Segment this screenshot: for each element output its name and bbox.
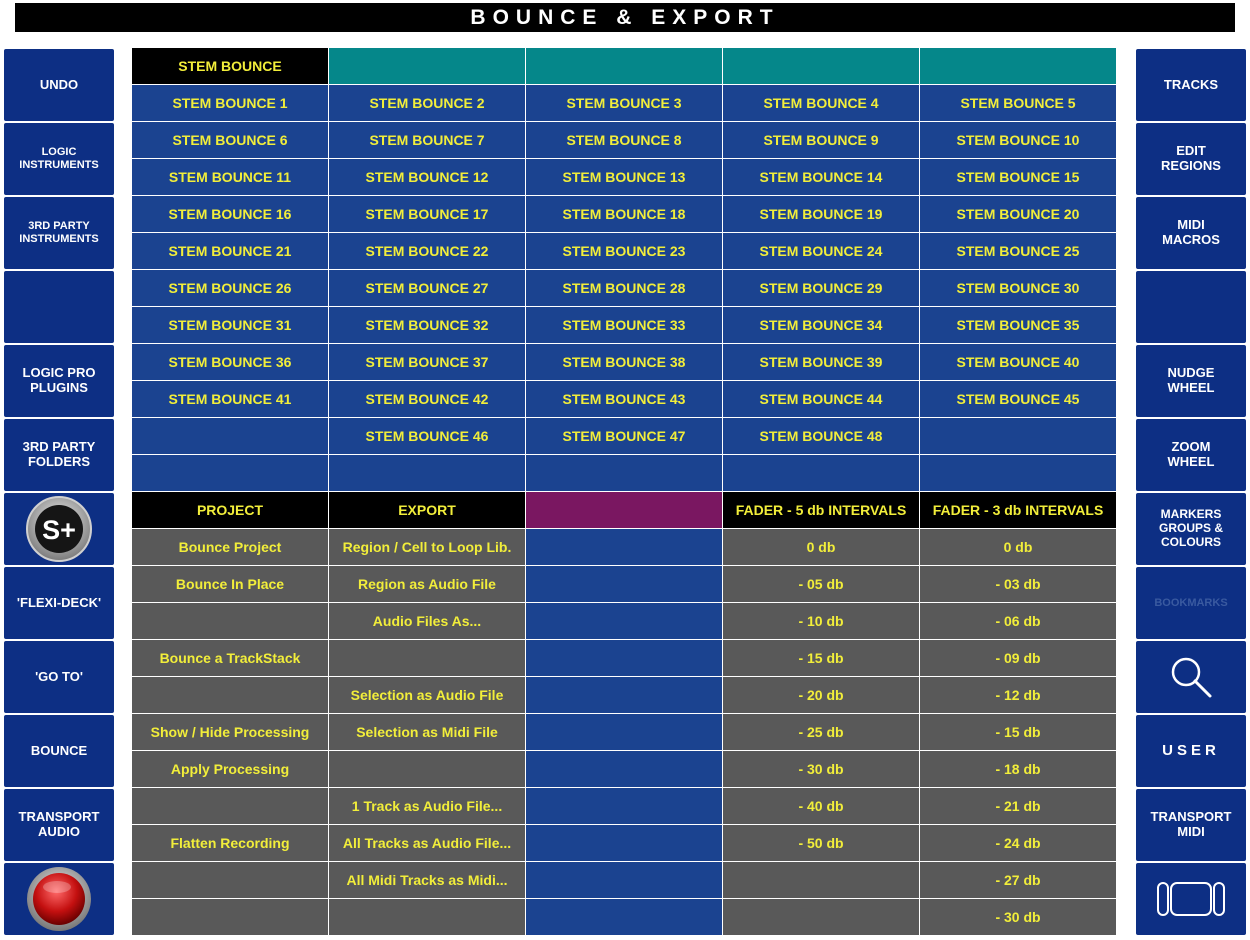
stem-bounce-37-button[interactable]: STEM BOUNCE 37 bbox=[329, 344, 525, 380]
stem-bounce-48-button[interactable]: STEM BOUNCE 48 bbox=[723, 418, 919, 454]
stem-bounce-16-button[interactable]: STEM BOUNCE 16 bbox=[132, 196, 328, 232]
header-spacer bbox=[329, 48, 525, 84]
stem-bounce-25-button[interactable]: STEM BOUNCE 25 bbox=[920, 233, 1116, 269]
empty-cell bbox=[526, 640, 722, 676]
button-label: UNDO bbox=[39, 76, 79, 92]
empty-cell bbox=[920, 418, 1116, 454]
button-label: 'GO TO' bbox=[35, 668, 83, 684]
button-label: BOUNCE bbox=[30, 742, 88, 758]
stem-bounce-14-button[interactable]: STEM BOUNCE 14 bbox=[723, 159, 919, 195]
fader-5-db-intervals-header: FADER - 5 db INTERVALS bbox=[723, 492, 919, 528]
stem-bounce-1-button[interactable]: STEM BOUNCE 1 bbox=[132, 85, 328, 121]
stem-bounce-10-button[interactable]: STEM BOUNCE 10 bbox=[920, 122, 1116, 158]
selection-as-audio-file-button[interactable]: Selection as Audio File bbox=[329, 677, 525, 713]
stem-bounce-12-button[interactable]: STEM BOUNCE 12 bbox=[329, 159, 525, 195]
project-header: PROJECT bbox=[132, 492, 328, 528]
button-label: 3RD PARTY INSTRUMENTS bbox=[19, 220, 99, 245]
stem-bounce-43-button[interactable]: STEM BOUNCE 43 bbox=[526, 381, 722, 417]
stem-bounce-7-button[interactable]: STEM BOUNCE 7 bbox=[329, 122, 525, 158]
header-spacer bbox=[526, 48, 722, 84]
markers-groups-colours-button[interactable] bbox=[1136, 493, 1246, 565]
search-icon bbox=[1166, 652, 1216, 702]
all-tracks-as-audio-file-button[interactable]: All Tracks as Audio File... bbox=[329, 825, 525, 861]
27-db-button[interactable]: - 27 db bbox=[920, 862, 1116, 898]
button-label: TRANSPORT MIDI bbox=[1150, 809, 1232, 839]
s-plus-logo-icon bbox=[24, 495, 94, 563]
stem-bounce-21-button[interactable]: STEM BOUNCE 21 bbox=[132, 233, 328, 269]
stem-bounce-46-button[interactable]: STEM BOUNCE 46 bbox=[329, 418, 525, 454]
stem-bounce-22-button[interactable]: STEM BOUNCE 22 bbox=[329, 233, 525, 269]
layout-icon bbox=[1156, 879, 1226, 919]
all-midi-tracks-as-midi-button[interactable]: All Midi Tracks as Midi... bbox=[329, 862, 525, 898]
empty-cell bbox=[132, 603, 328, 639]
stem-bounce-3-button[interactable]: STEM BOUNCE 3 bbox=[526, 85, 722, 121]
fader-3-db-intervals-header: FADER - 3 db INTERVALS bbox=[920, 492, 1116, 528]
empty-cell bbox=[723, 455, 919, 491]
18-db-button[interactable]: - 18 db bbox=[920, 751, 1116, 787]
empty-cell bbox=[329, 899, 525, 935]
button-label: 'FLEXI-DECK' bbox=[16, 594, 102, 610]
nudge-wheel-button[interactable] bbox=[1136, 345, 1246, 417]
empty-cell bbox=[132, 899, 328, 935]
zoom-wheel-button[interactable] bbox=[1136, 419, 1246, 491]
record-button-button[interactable] bbox=[4, 863, 114, 935]
button-label: MIDI MACROS bbox=[1162, 217, 1220, 247]
bounce-a-trackstack-button[interactable]: Bounce a TrackStack bbox=[132, 640, 328, 676]
21-db-button[interactable]: - 21 db bbox=[920, 788, 1116, 824]
s-plus-logo-button[interactable] bbox=[4, 493, 114, 565]
stem-bounce-30-button[interactable]: STEM BOUNCE 30 bbox=[920, 270, 1116, 306]
empty-cell bbox=[526, 714, 722, 750]
40-db-button[interactable]: - 40 db bbox=[723, 788, 919, 824]
empty-cell bbox=[723, 862, 919, 898]
transport-audio-button[interactable] bbox=[4, 789, 114, 861]
stem-bounce-44-button[interactable]: STEM BOUNCE 44 bbox=[723, 381, 919, 417]
record-button-icon bbox=[24, 865, 94, 933]
stem-bounce-47-button[interactable]: STEM BOUNCE 47 bbox=[526, 418, 722, 454]
button-label: LOGIC INSTRUMENTS bbox=[19, 146, 99, 171]
empty-cell bbox=[526, 677, 722, 713]
flatten-recording-button[interactable]: Flatten Recording bbox=[132, 825, 328, 861]
15-db-button[interactable]: - 15 db bbox=[920, 714, 1116, 750]
stem-bounce-9-button[interactable]: STEM BOUNCE 9 bbox=[723, 122, 919, 158]
button-label: LOGIC PRO PLUGINS bbox=[22, 365, 96, 395]
empty-cell bbox=[920, 455, 1116, 491]
stem-bounce-29-button[interactable]: STEM BOUNCE 29 bbox=[723, 270, 919, 306]
stem-bounce-27-button[interactable]: STEM BOUNCE 27 bbox=[329, 270, 525, 306]
24-db-button[interactable]: - 24 db bbox=[920, 825, 1116, 861]
transport-midi-button[interactable] bbox=[1136, 789, 1246, 861]
stem-bounce-33-button[interactable]: STEM BOUNCE 33 bbox=[526, 307, 722, 343]
stem-bounce-24-button[interactable]: STEM BOUNCE 24 bbox=[723, 233, 919, 269]
30-db-button[interactable]: - 30 db bbox=[920, 899, 1116, 935]
stem-bounce-36-button[interactable]: STEM BOUNCE 36 bbox=[132, 344, 328, 380]
stem-bounce-8-button[interactable]: STEM BOUNCE 8 bbox=[526, 122, 722, 158]
stem-bounce-26-button[interactable]: STEM BOUNCE 26 bbox=[132, 270, 328, 306]
stem-bounce-28-button[interactable]: STEM BOUNCE 28 bbox=[526, 270, 722, 306]
header-spacer bbox=[920, 48, 1116, 84]
empty-cell bbox=[329, 640, 525, 676]
3rd-party-instruments-button[interactable] bbox=[4, 197, 114, 269]
stem-bounce-4-button[interactable]: STEM BOUNCE 4 bbox=[723, 85, 919, 121]
stem-bounce-2-button[interactable]: STEM BOUNCE 2 bbox=[329, 85, 525, 121]
page-title: BOUNCE & EXPORT bbox=[15, 3, 1235, 32]
stem-bounce-13-button[interactable]: STEM BOUNCE 13 bbox=[526, 159, 722, 195]
bounce-project-button[interactable]: Bounce Project bbox=[132, 529, 328, 565]
audio-files-as-button[interactable]: Audio Files As... bbox=[329, 603, 525, 639]
flexi-deck-button[interactable] bbox=[4, 567, 114, 639]
export-header: EXPORT bbox=[329, 492, 525, 528]
05-db-button[interactable]: - 05 db bbox=[723, 566, 919, 602]
stem-bounce-31-button[interactable]: STEM BOUNCE 31 bbox=[132, 307, 328, 343]
user-button[interactable] bbox=[1136, 715, 1246, 787]
stem-bounce-38-button[interactable]: STEM BOUNCE 38 bbox=[526, 344, 722, 380]
header-spacer bbox=[723, 48, 919, 84]
15-db-button[interactable]: - 15 db bbox=[723, 640, 919, 676]
empty-cell bbox=[526, 751, 722, 787]
1-track-as-audio-file-button[interactable]: 1 Track as Audio File... bbox=[329, 788, 525, 824]
stem-bounce-17-button[interactable]: STEM BOUNCE 17 bbox=[329, 196, 525, 232]
0-db-button[interactable]: 0 db bbox=[723, 529, 919, 565]
button-label: BOOKMARKS bbox=[1154, 596, 1228, 609]
stem-bounce-15-button[interactable]: STEM BOUNCE 15 bbox=[920, 159, 1116, 195]
25-db-button[interactable]: - 25 db bbox=[723, 714, 919, 750]
stem-bounce-39-button[interactable]: STEM BOUNCE 39 bbox=[723, 344, 919, 380]
0-db-button[interactable]: 0 db bbox=[920, 529, 1116, 565]
stem-bounce-35-button[interactable]: STEM BOUNCE 35 bbox=[920, 307, 1116, 343]
20-db-button[interactable]: - 20 db bbox=[723, 677, 919, 713]
logic-instruments-button[interactable] bbox=[4, 123, 114, 195]
stem-bounce-45-button[interactable]: STEM BOUNCE 45 bbox=[920, 381, 1116, 417]
empty-cell bbox=[132, 455, 328, 491]
empty-cell bbox=[132, 862, 328, 898]
stem-bounce-23-button[interactable]: STEM BOUNCE 23 bbox=[526, 233, 722, 269]
bookmarks-button[interactable] bbox=[1136, 567, 1246, 639]
50-db-button[interactable]: - 50 db bbox=[723, 825, 919, 861]
empty-cell bbox=[526, 529, 722, 565]
09-db-button[interactable]: - 09 db bbox=[920, 640, 1116, 676]
button-label: NUDGE WHEEL bbox=[1167, 365, 1215, 395]
stem-bounce-11-button[interactable]: STEM BOUNCE 11 bbox=[132, 159, 328, 195]
stem-bounce-42-button[interactable]: STEM BOUNCE 42 bbox=[329, 381, 525, 417]
stem-bounce-19-button[interactable]: STEM BOUNCE 19 bbox=[723, 196, 919, 232]
empty-cell bbox=[526, 455, 722, 491]
empty-cell bbox=[526, 862, 722, 898]
empty-cell bbox=[329, 455, 525, 491]
empty-cell bbox=[526, 899, 722, 935]
apply-processing-button[interactable]: Apply Processing bbox=[132, 751, 328, 787]
empty-cell bbox=[132, 677, 328, 713]
logic-pro-plugins-button[interactable] bbox=[4, 345, 114, 417]
empty-cell bbox=[723, 899, 919, 935]
stem-bounce-18-button[interactable]: STEM BOUNCE 18 bbox=[526, 196, 722, 232]
03-db-button[interactable]: - 03 db bbox=[920, 566, 1116, 602]
show-hide-processing-button[interactable]: Show / Hide Processing bbox=[132, 714, 328, 750]
stem-bounce-header: STEM BOUNCE bbox=[132, 48, 328, 84]
button-label: MARKERS GROUPS & COLOURS bbox=[1158, 507, 1223, 549]
stem-bounce-41-button[interactable]: STEM BOUNCE 41 bbox=[132, 381, 328, 417]
selection-as-midi-file-button[interactable]: Selection as Midi File bbox=[329, 714, 525, 750]
stem-bounce-32-button[interactable]: STEM BOUNCE 32 bbox=[329, 307, 525, 343]
left-blank-button-3[interactable] bbox=[4, 271, 114, 343]
button-label: 3RD PARTY FOLDERS bbox=[22, 439, 96, 469]
06-db-button[interactable]: - 06 db bbox=[920, 603, 1116, 639]
3rd-party-folders-button[interactable] bbox=[4, 419, 114, 491]
region-cell-to-loop-lib-button[interactable]: Region / Cell to Loop Lib. bbox=[329, 529, 525, 565]
bounce-button[interactable] bbox=[4, 715, 114, 787]
edit-regions-button[interactable] bbox=[1136, 123, 1246, 195]
svg-text:S+: S+ bbox=[42, 515, 76, 545]
stem-bounce-6-button[interactable]: STEM BOUNCE 6 bbox=[132, 122, 328, 158]
layout-button[interactable] bbox=[1136, 863, 1246, 935]
button-label: USER bbox=[1162, 742, 1220, 760]
region-as-audio-file-button[interactable]: Region as Audio File bbox=[329, 566, 525, 602]
button-label: TRANSPORT AUDIO bbox=[18, 809, 100, 839]
right-blank-button-3[interactable] bbox=[1136, 271, 1246, 343]
empty-cell bbox=[526, 825, 722, 861]
tracks-button[interactable] bbox=[1136, 49, 1246, 121]
12-db-button[interactable]: - 12 db bbox=[920, 677, 1116, 713]
go-to-button[interactable] bbox=[4, 641, 114, 713]
stem-bounce-20-button[interactable]: STEM BOUNCE 20 bbox=[920, 196, 1116, 232]
header-spacer bbox=[526, 492, 722, 528]
stem-bounce-34-button[interactable]: STEM BOUNCE 34 bbox=[723, 307, 919, 343]
10-db-button[interactable]: - 10 db bbox=[723, 603, 919, 639]
stem-bounce-5-button[interactable]: STEM BOUNCE 5 bbox=[920, 85, 1116, 121]
empty-cell bbox=[526, 788, 722, 824]
30-db-button[interactable]: - 30 db bbox=[723, 751, 919, 787]
midi-macros-button[interactable] bbox=[1136, 197, 1246, 269]
search-button[interactable] bbox=[1136, 641, 1246, 713]
empty-cell bbox=[526, 566, 722, 602]
button-label: ZOOM WHEEL bbox=[1167, 439, 1215, 469]
empty-cell bbox=[132, 418, 328, 454]
bounce-in-place-button[interactable]: Bounce In Place bbox=[132, 566, 328, 602]
button-label: EDIT REGIONS bbox=[1161, 143, 1221, 173]
button-label: TRACKS bbox=[1163, 76, 1219, 92]
empty-cell bbox=[329, 751, 525, 787]
stem-bounce-40-button[interactable]: STEM BOUNCE 40 bbox=[920, 344, 1116, 380]
undo-button[interactable] bbox=[4, 49, 114, 121]
empty-cell bbox=[526, 603, 722, 639]
empty-cell bbox=[132, 788, 328, 824]
